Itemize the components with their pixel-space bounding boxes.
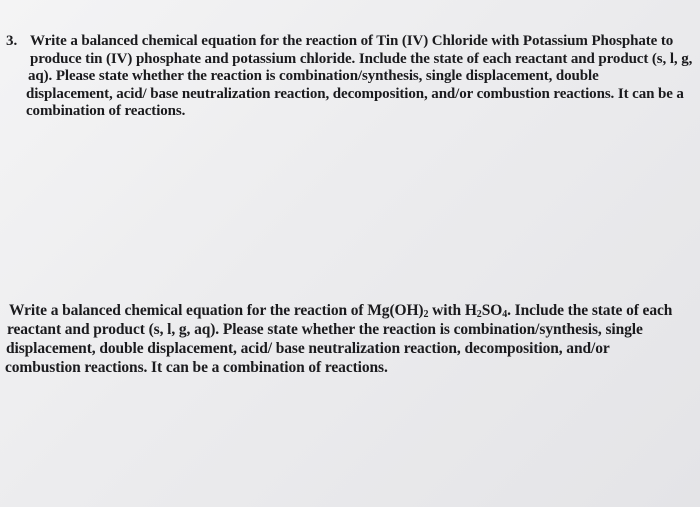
question-3-line: combination of reactions. xyxy=(26,103,186,119)
question-4-text: . Include the state of each xyxy=(507,302,673,319)
question-4-text: SO xyxy=(481,302,503,319)
question-3-text xyxy=(26,33,696,121)
question-4 xyxy=(5,301,695,377)
subscript: 2 xyxy=(476,309,482,320)
question-4-text: with H xyxy=(428,302,477,319)
question-4-line: displacement, double displacement, acid/ base neutralization reaction, decomposition, and/or xyxy=(6,340,610,357)
question-4-line: reactant and product (s, l, g, aq). Please state whether the reaction is combination/synthesis, single xyxy=(7,321,643,338)
question-3-line: Write a balanced chemical equation for the reaction of Tin (IV) Chloride with Potassium Phosphate to xyxy=(30,33,674,49)
subscript: 2 xyxy=(423,309,429,320)
question-3-number: 3. xyxy=(6,33,18,49)
subscript: 4 xyxy=(502,309,508,320)
question-4-text: Write a balanced chemical equation for the reaction of Mg(OH) xyxy=(9,302,424,319)
question-4-line: combustion reactions. It can be a combination of reactions. xyxy=(5,359,388,376)
question-4-line xyxy=(9,301,695,320)
question-3-line: produce tin (IV) phosphate and potassium chloride. Include the state of each reactant and product (s, l, g, xyxy=(30,50,693,67)
question-3-line: aq). Please state whether the reaction is combination/synthesis, single displacement, double xyxy=(28,68,599,84)
question-3-line: displacement, acid/ base neutralization reaction, decomposition, and/or combustion reactions. It can be a xyxy=(26,85,684,102)
